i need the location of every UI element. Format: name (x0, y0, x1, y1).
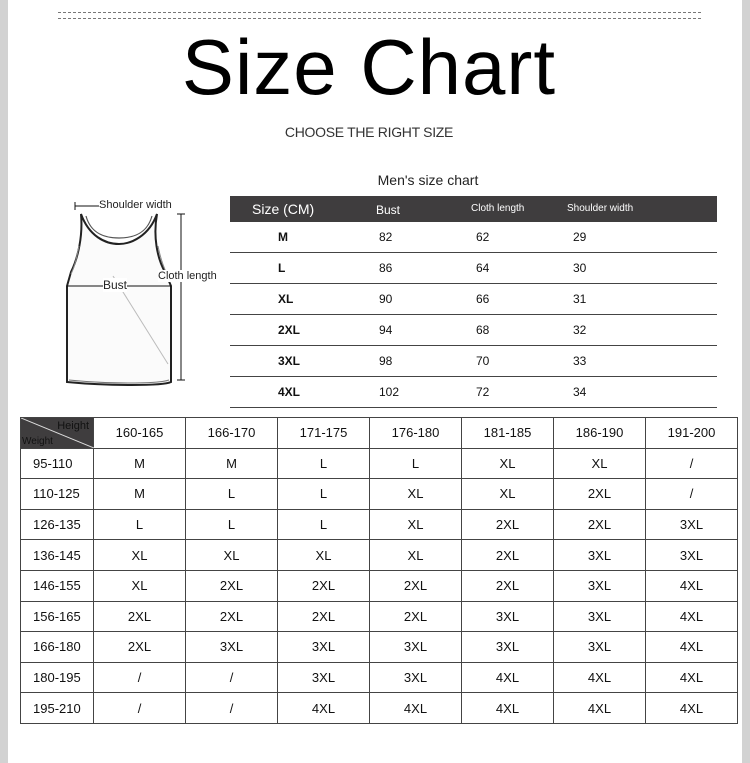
weight-cell: 136-145 (21, 540, 94, 571)
size-cell: L (278, 479, 370, 510)
size-cell: / (94, 693, 186, 724)
size-cell: M (186, 448, 278, 479)
weight-cell: 180-195 (21, 662, 94, 693)
cloth-length-cell: 68 (476, 323, 490, 337)
size-cell: 3XL (278, 632, 370, 663)
size-cell: / (186, 662, 278, 693)
size-cell: L (370, 448, 462, 479)
size-cell: 3XL (554, 540, 646, 571)
size-cell: XL (370, 509, 462, 540)
size-cell: 2XL (462, 570, 554, 601)
size-cell: 4XL (554, 693, 646, 724)
shoulder-width-label: Shoulder width (99, 199, 172, 211)
cloth-length-cell: 64 (476, 261, 490, 275)
weight-cell: 146-155 (21, 570, 94, 601)
size-cell: L (278, 509, 370, 540)
size-cell: 2XL (554, 479, 646, 510)
cloth-length-cell: 62 (476, 230, 490, 244)
shoulder-width-cell: 30 (573, 261, 587, 275)
size-cell: 4XL (646, 693, 738, 724)
size-cell: 4XL (646, 632, 738, 663)
size-cell: 3XL (278, 354, 301, 368)
size-cell: 2XL (278, 323, 301, 337)
size-cell: L (94, 509, 186, 540)
size-cell: M (94, 479, 186, 510)
mens-table-row (230, 346, 717, 377)
bust-label: Bust (103, 278, 128, 292)
header-shoulder-width: Shoulder width (567, 203, 634, 214)
size-cell: L (278, 448, 370, 479)
cloth-length-cell: 72 (476, 385, 490, 399)
size-cell: 3XL (278, 662, 370, 693)
header-bust: Bust (376, 203, 401, 217)
bust-cell: 98 (379, 354, 393, 368)
size-cell: M (278, 230, 288, 244)
height-header-cell: 160-165 (94, 418, 186, 449)
size-cell: 4XL (646, 662, 738, 693)
top-dashed-line (58, 12, 701, 13)
cloth-length-cell: 66 (476, 292, 490, 306)
size-cell: 3XL (370, 632, 462, 663)
table-row (21, 601, 738, 632)
mens-table-row (230, 315, 717, 346)
bust-cell: 94 (379, 323, 393, 337)
size-cell: L (186, 509, 278, 540)
height-header-cell: 171-175 (278, 418, 370, 449)
size-cell: 2XL (554, 509, 646, 540)
table-row (21, 540, 738, 571)
size-cell: 2XL (278, 570, 370, 601)
height-header-cell: 191-200 (646, 418, 738, 449)
size-cell: XL (94, 540, 186, 571)
weight-cell: 156-165 (21, 601, 94, 632)
tank-top-icon (53, 196, 223, 391)
mens-size-table (230, 196, 717, 408)
size-cell: 4XL (370, 693, 462, 724)
size-cell: 3XL (554, 601, 646, 632)
bust-cell: 82 (379, 230, 393, 244)
table-row (21, 693, 738, 724)
size-cell: XL (278, 540, 370, 571)
mens-chart-title: Men's size chart (377, 172, 479, 188)
mens-table-header (230, 196, 717, 222)
size-cell: / (646, 448, 738, 479)
size-cell: / (646, 479, 738, 510)
corner-cell (21, 418, 94, 449)
weight-cell: 95-110 (21, 448, 94, 479)
size-cell: 2XL (186, 601, 278, 632)
shoulder-width-cell: 32 (573, 323, 587, 337)
size-cell: 2XL (94, 601, 186, 632)
size-cell: 2XL (278, 601, 370, 632)
shoulder-width-cell: 29 (573, 230, 587, 244)
size-cell: 4XL (278, 385, 301, 399)
weight-cell: 195-210 (21, 693, 94, 724)
weight-cell: 166-180 (21, 632, 94, 663)
size-chart-page (8, 0, 742, 763)
size-cell: 4XL (462, 693, 554, 724)
size-cell: XL (278, 292, 294, 306)
size-cell: 3XL (554, 570, 646, 601)
size-cell: / (94, 662, 186, 693)
size-cell: 2XL (186, 570, 278, 601)
corner-weight-label: Weight (22, 435, 53, 447)
size-cell: XL (554, 448, 646, 479)
shoulder-width-cell: 34 (573, 385, 587, 399)
weight-cell: 126-135 (21, 509, 94, 540)
shoulder-width-cell: 33 (573, 354, 587, 368)
size-cell: 3XL (462, 601, 554, 632)
size-cell: XL (94, 570, 186, 601)
header-cloth-length: Cloth length (471, 203, 525, 214)
size-cell: 4XL (554, 662, 646, 693)
table-row (21, 509, 738, 540)
size-cell: / (186, 693, 278, 724)
bust-cell: 86 (379, 261, 393, 275)
size-cell: XL (186, 540, 278, 571)
size-cell: 4XL (462, 662, 554, 693)
page-subtitle: CHOOSE THE RIGHT SIZE (284, 124, 454, 140)
size-cell: M (94, 448, 186, 479)
size-cell: 4XL (646, 570, 738, 601)
mens-table-row (230, 253, 717, 284)
page-title: Size Chart (181, 23, 557, 111)
size-cell: 3XL (186, 632, 278, 663)
size-cell: XL (370, 540, 462, 571)
size-cell: 2XL (370, 570, 462, 601)
size-cell: XL (462, 448, 554, 479)
table-row (21, 479, 738, 510)
height-header-cell: 186-190 (554, 418, 646, 449)
shoulder-width-cell: 31 (573, 292, 587, 306)
size-cell: L (278, 261, 286, 275)
size-cell: 2XL (370, 601, 462, 632)
header-size: Size (CM) (252, 201, 315, 217)
size-cell: XL (370, 479, 462, 510)
top-dashed-line-2 (58, 18, 701, 19)
size-cell: 2XL (94, 632, 186, 663)
height-header-cell: 166-170 (186, 418, 278, 449)
table-row (21, 662, 738, 693)
tank-top-diagram (53, 196, 223, 391)
height-header-cell: 181-185 (462, 418, 554, 449)
size-cell: 3XL (370, 662, 462, 693)
bust-cell: 102 (379, 385, 400, 399)
size-cell: 4XL (646, 601, 738, 632)
bust-cell: 90 (379, 292, 393, 306)
corner-height-label: Height (57, 420, 89, 432)
size-cell: 2XL (462, 509, 554, 540)
height-header-cell: 176-180 (370, 418, 462, 449)
weight-height-size-table (20, 417, 738, 724)
table-row (21, 632, 738, 663)
size-cell: 3XL (554, 632, 646, 663)
mens-table-row (230, 222, 717, 253)
weight-cell: 110-125 (21, 479, 94, 510)
size-cell: L (186, 479, 278, 510)
size-cell: 3XL (646, 540, 738, 571)
mens-table-row (230, 377, 717, 408)
table-row (21, 448, 738, 479)
table-row (21, 570, 738, 601)
cloth-length-label: Cloth length (158, 270, 217, 282)
size-cell: 3XL (646, 509, 738, 540)
size-cell: 4XL (278, 693, 370, 724)
cloth-length-cell: 70 (476, 354, 490, 368)
size-cell: 2XL (462, 540, 554, 571)
mens-table-row (230, 284, 717, 315)
table-header-row (21, 418, 738, 449)
size-cell: 3XL (462, 632, 554, 663)
size-cell: XL (462, 479, 554, 510)
